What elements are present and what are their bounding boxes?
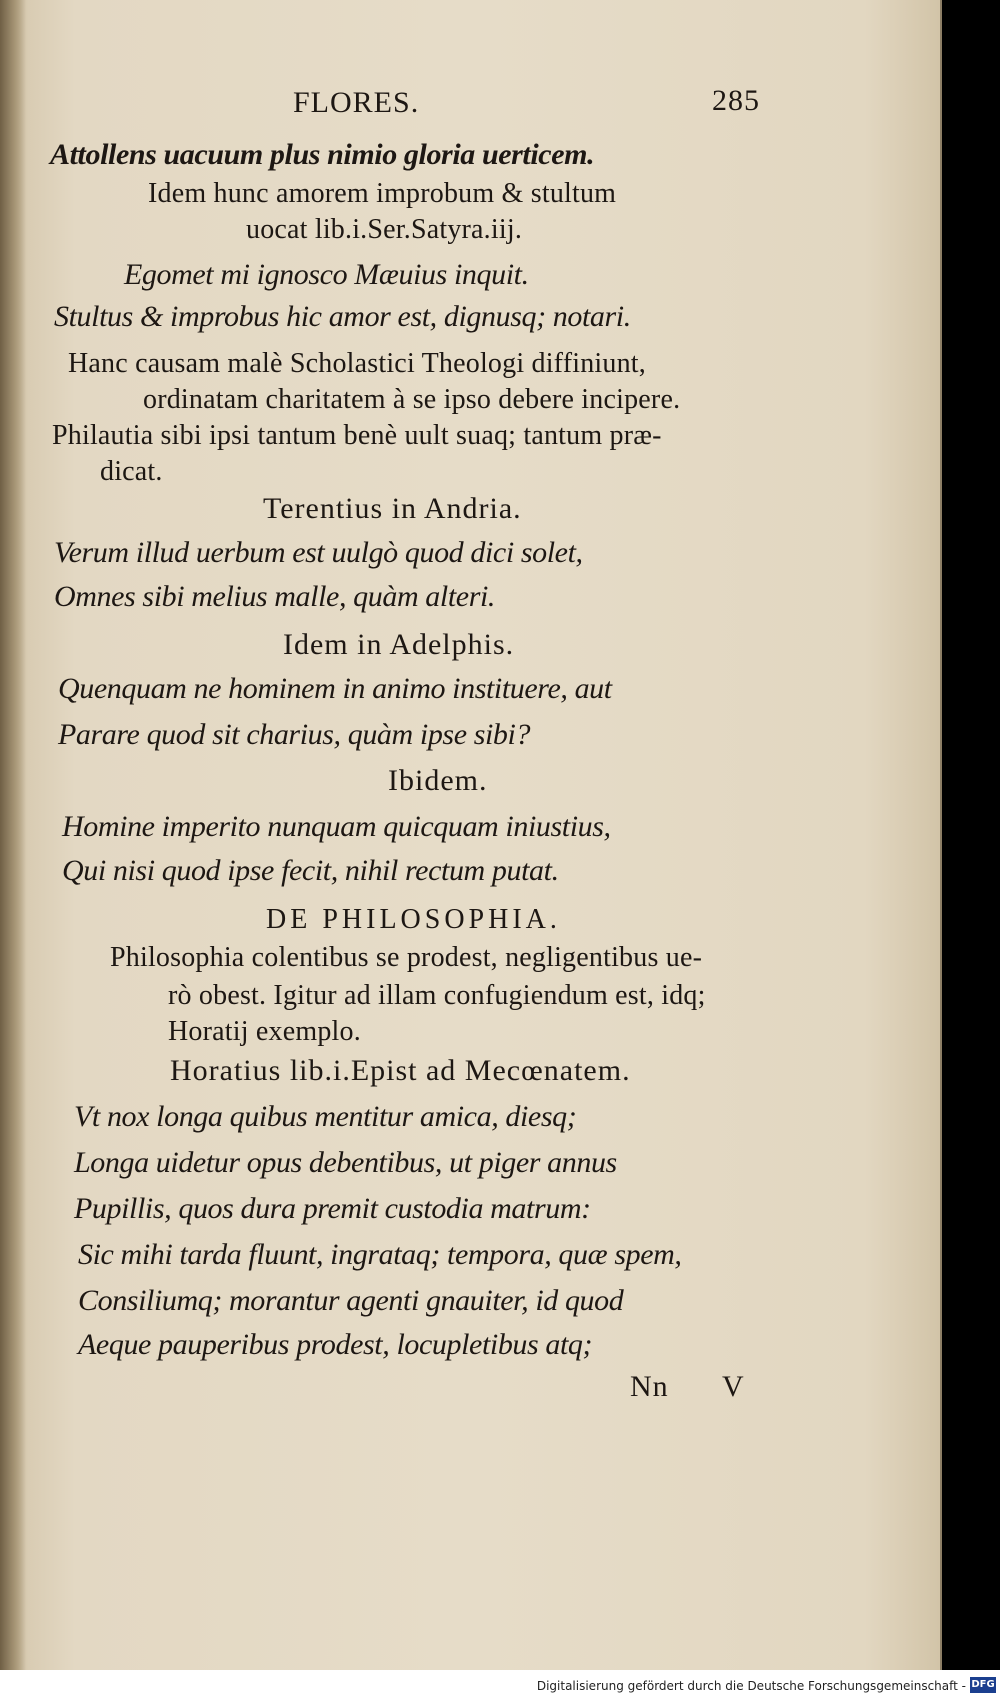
text-line: rò obest. Igitur ad illam confugiendum est, idq; bbox=[168, 980, 706, 1011]
dfg-logo: DFG bbox=[970, 1677, 996, 1693]
section-heading: Ibidem. bbox=[388, 764, 488, 797]
verse-line: Stultus & improbus hic amor est, dignusq; notari. bbox=[54, 300, 631, 333]
verse-line: Verum illud uerbum est uulgò quod dici solet, bbox=[54, 536, 583, 569]
text-line: ordinatam charitatem à se ipso debere incipere. bbox=[143, 384, 681, 415]
running-title: FLORES. bbox=[293, 86, 420, 119]
page-gutter-shadow bbox=[0, 0, 26, 1670]
text-line: Philautia sibi ipsi tantum benè uult suaq; tantum præ- bbox=[52, 420, 662, 451]
verse-line: Quenquam ne hominem in animo instituere, aut bbox=[58, 672, 612, 705]
section-heading: Terentius in Andria. bbox=[263, 492, 522, 525]
verse-line: Egomet mi ignosco Mæuius inquit. bbox=[124, 258, 529, 291]
signature-mark: Nn bbox=[630, 1370, 669, 1403]
text-line: uocat lib.i.Ser.Satyra.iij. bbox=[246, 214, 523, 245]
verse-line: Pupillis, quos dura premit custodia matrum: bbox=[74, 1192, 591, 1225]
verse-line: Parare quod sit charius, quàm ipse sibi? bbox=[58, 718, 531, 751]
verse-line: Longa uidetur opus debentibus, ut piger annus bbox=[74, 1146, 617, 1179]
text-line: Hanc causam malè Scholastici Theologi diffiniunt, bbox=[68, 348, 646, 379]
text-line: dicat. bbox=[100, 456, 163, 487]
catchword: V bbox=[722, 1370, 745, 1403]
verse-line: Sic mihi tarda fluunt, ingrataq; tempora, quæ spem, bbox=[78, 1238, 682, 1271]
verse-line: Aeque pauperibus prodest, locupletibus atq; bbox=[78, 1328, 593, 1361]
text-line: Philosophia colentibus se prodest, negligentibus ue- bbox=[110, 942, 703, 973]
verse-line: Attollens uacuum plus nimio gloria uerticem. bbox=[50, 138, 595, 171]
credit-bar bbox=[0, 1670, 1000, 1703]
verse-line: Omnes sibi melius malle, quàm alteri. bbox=[54, 580, 496, 613]
verse-line: Qui nisi quod ipse fecit, nihil rectum putat. bbox=[62, 854, 559, 887]
text-line: Horatij exemplo. bbox=[168, 1016, 361, 1047]
verse-line: Vt nox longa quibus mentitur amica, diesq; bbox=[74, 1100, 577, 1133]
text-line: Idem hunc amorem improbum & stultum bbox=[148, 178, 617, 209]
section-heading: Idem in Adelphis. bbox=[283, 628, 515, 661]
chapter-heading: DE PHILOSOPHIA. bbox=[266, 904, 561, 935]
credit-text: Digitalisierung gefördert durch die Deutsche Forschungsgemeinschaft - bbox=[536, 1679, 966, 1693]
verse-line: Homine imperito nunquam quicquam iniustius, bbox=[62, 810, 611, 843]
verse-line: Consiliumq; morantur agenti gnauiter, id quod bbox=[78, 1284, 624, 1317]
section-heading: Horatius lib.i.Epist ad Mecœnatem. bbox=[170, 1054, 631, 1087]
page-number: 285 bbox=[712, 84, 760, 117]
